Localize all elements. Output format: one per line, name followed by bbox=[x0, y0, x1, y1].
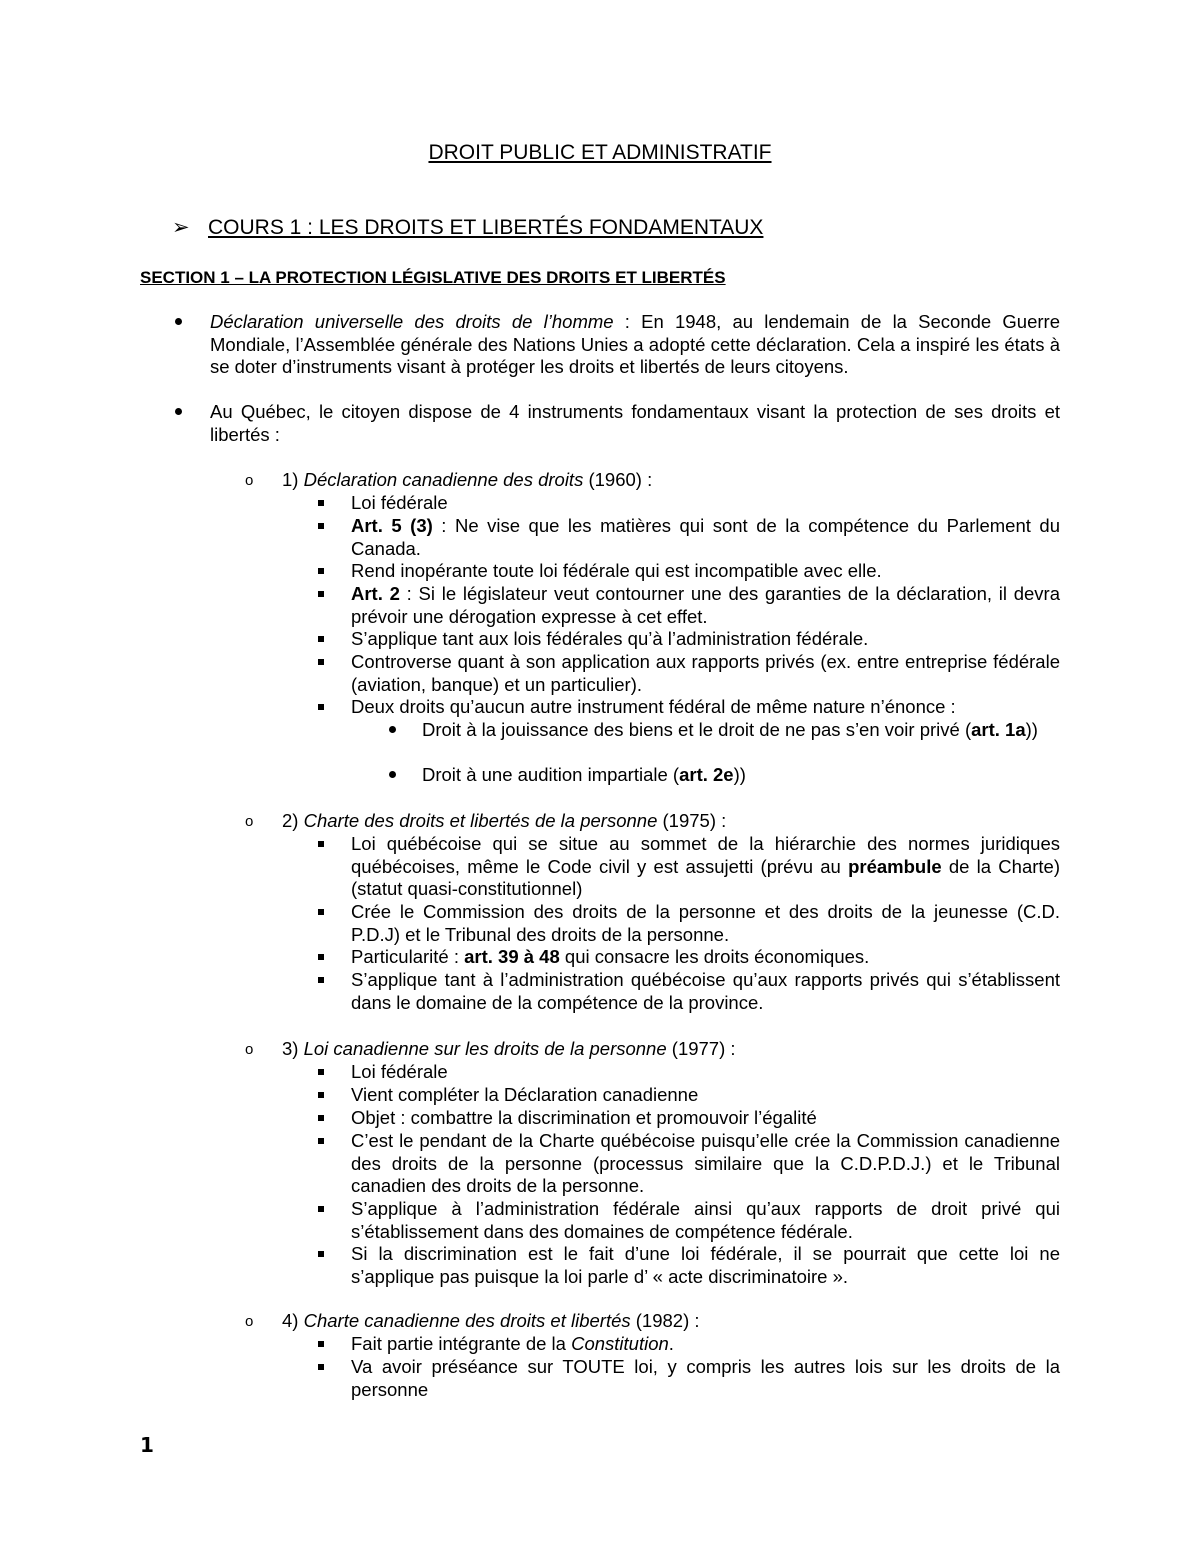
bullet-dot-icon bbox=[175, 408, 182, 415]
instrument-number: 2) bbox=[282, 810, 304, 831]
article-ref: art. 1a bbox=[971, 719, 1026, 740]
list-item: Loi fédérale bbox=[351, 492, 448, 513]
instrument-name: Déclaration canadienne des droits bbox=[303, 469, 584, 490]
square-bullet-icon bbox=[318, 1341, 324, 1347]
list-item: S’applique à l’administration fédérale ainsi qu’aux rapports de droit privé qui s’établissement dans des domaines de compétence fédérale. bbox=[351, 1198, 1060, 1242]
square-bullet-icon bbox=[318, 977, 324, 983]
bullet-dot-icon bbox=[389, 771, 396, 778]
square-bullet-icon bbox=[318, 659, 324, 665]
page-number: 1 bbox=[140, 1433, 154, 1457]
square-bullet-icon bbox=[318, 1364, 324, 1370]
list-item: Objet : combattre la discrimination et promouvoir l’égalité bbox=[351, 1107, 817, 1128]
article-ref: Art. 2 bbox=[351, 583, 400, 604]
square-bullet-icon bbox=[318, 500, 324, 506]
list-item: Loi fédérale bbox=[351, 1061, 448, 1082]
square-bullet-icon bbox=[318, 704, 324, 710]
section-heading: SECTION 1 – LA PROTECTION LÉGISLATIVE DES DROITS ET LIBERTÉS bbox=[140, 268, 726, 287]
instrument-number: 4) bbox=[282, 1310, 304, 1331]
list-item-text: Droit à une audition impartiale ( bbox=[422, 764, 680, 785]
list-item: Deux droits qu’aucun autre instrument fédéral de même nature n’énonce : bbox=[351, 696, 956, 717]
instrument-1-heading bbox=[282, 469, 1060, 492]
article-ref: art. 2e bbox=[679, 764, 734, 785]
instrument-year: (1982) : bbox=[630, 1310, 700, 1331]
list-item: Crée le Commission des droits de la personne et des droits de la jeunesse (C.D. P.D.J) et le Tribunal des droits de la personne. bbox=[351, 901, 1060, 945]
list-item bbox=[351, 583, 1060, 628]
article-ref: Art. 5 (3) bbox=[351, 515, 433, 536]
list-item bbox=[351, 946, 1060, 969]
bullet-dot-icon bbox=[175, 318, 182, 325]
list-item: C’est le pendant de la Charte québécoise puisqu’elle crée la Commission canadienne des droits de la personne (processus similaire que la C.D.P.D.J.) et le Tribunal canadien des droits de la personne. bbox=[351, 1130, 1060, 1196]
list-item-tail: )) bbox=[1025, 719, 1038, 740]
square-bullet-icon bbox=[318, 841, 324, 847]
instrument-name: Loi canadienne sur les droits de la personne bbox=[303, 1038, 667, 1059]
bullet-dot-icon bbox=[389, 726, 396, 733]
list-item-text: Droit à la jouissance des biens et le droit de ne pas s’en voir privé ( bbox=[422, 719, 972, 740]
circle-bullet-icon: o bbox=[245, 1041, 254, 1058]
list-item-tail: . bbox=[668, 1333, 674, 1354]
list-item: Si la discrimination est le fait d’une loi fédérale, il se pourrait que cette loi ne s’applique pas puisque la loi parle d’ « acte discriminatoire ». bbox=[351, 1243, 1060, 1287]
list-item bbox=[351, 1333, 1060, 1356]
sub-list-item bbox=[422, 719, 1060, 742]
circle-bullet-icon: o bbox=[245, 813, 254, 830]
document-title: DROIT PUBLIC ET ADMINISTRATIF bbox=[428, 141, 772, 164]
square-bullet-icon bbox=[318, 523, 324, 529]
article-ref: art. 39 à 48 bbox=[464, 946, 560, 967]
list-item-text: Particularité : bbox=[351, 946, 465, 967]
list-item: S’applique tant à l’administration québécoise qu’aux rapports privés qui s’établissent dans le domaine de la compétence de la province. bbox=[351, 969, 1060, 1013]
list-item-tail: qui consacre les droits économiques. bbox=[559, 946, 870, 967]
square-bullet-icon bbox=[318, 1069, 324, 1075]
circle-bullet-icon: o bbox=[245, 1313, 254, 1330]
square-bullet-icon bbox=[318, 1092, 324, 1098]
square-bullet-icon bbox=[318, 1115, 324, 1121]
instrument-name: Charte canadienne des droits et libertés bbox=[303, 1310, 631, 1331]
square-bullet-icon bbox=[318, 1251, 324, 1257]
instrument-number: 3) bbox=[282, 1038, 304, 1059]
list-item: Rend inopérante toute loi fédérale qui est incompatible avec elle. bbox=[351, 560, 882, 581]
instrument-number: 1) bbox=[282, 469, 304, 490]
list-item-quebec-instruments: Au Québec, le citoyen dispose de 4 instruments fondamentaux visant la protection de ses droits et libertés : bbox=[210, 401, 1060, 445]
instrument-year: (1977) : bbox=[666, 1038, 736, 1059]
square-bullet-icon bbox=[318, 954, 324, 960]
list-item-text: Fait partie intégrante de la bbox=[351, 1333, 572, 1354]
list-item bbox=[351, 515, 1060, 560]
square-bullet-icon bbox=[318, 1138, 324, 1144]
square-bullet-icon bbox=[318, 591, 324, 597]
list-item-emphasis: Déclaration universelle des droits de l’homme bbox=[210, 311, 614, 332]
list-item-text: : Si le législateur veut contourner une des garanties de la déclaration, il devra prévoir une dérogation expresse à cet effet. bbox=[351, 583, 1060, 627]
instrument-3-heading bbox=[282, 1038, 1060, 1061]
list-item: Vient compléter la Déclaration canadienne bbox=[351, 1084, 699, 1105]
instrument-2-heading bbox=[282, 810, 1060, 833]
instrument-year: (1975) : bbox=[657, 810, 727, 831]
square-bullet-icon bbox=[318, 909, 324, 915]
instrument-4-heading bbox=[282, 1310, 1060, 1333]
list-item-declaration-universelle bbox=[210, 311, 1060, 379]
list-item bbox=[351, 833, 1060, 901]
square-bullet-icon bbox=[318, 1206, 324, 1212]
instrument-year: (1960) : bbox=[583, 469, 653, 490]
square-bullet-icon bbox=[318, 636, 324, 642]
list-item-text: Loi québécoise qui se situe au sommet de la hiérarchie des normes juridiques québécoises, même le Code civil y est assujetti (prévu au bbox=[351, 833, 1060, 877]
list-item-text: : Ne vise que les matières qui sont de la compétence du Parlement du Canada. bbox=[351, 515, 1060, 559]
instrument-name: Charte des droits et libertés de la personne bbox=[303, 810, 658, 831]
list-item-text: : En 1948, au lendemain de la Seconde Guerre Mondiale, l’Assemblée générale des Nations Unies a adopté cette déclaration. Cela a inspiré les états à se doter d’instruments visant à protéger les droits et libertés de leurs citoyens. bbox=[210, 311, 1060, 377]
emphasis: Constitution bbox=[571, 1333, 669, 1354]
emphasis: préambule bbox=[848, 855, 942, 877]
square-bullet-icon bbox=[318, 568, 324, 574]
sub-list-item bbox=[422, 764, 1060, 787]
list-item-tail: )) bbox=[733, 764, 746, 785]
list-item: S’applique tant aux lois fédérales qu’à l’administration fédérale. bbox=[351, 628, 869, 649]
list-item: Controverse quant à son application aux rapports privés (ex. entre entreprise fédérale (aviation, banque) et un particulier). bbox=[351, 651, 1060, 695]
course-heading bbox=[172, 217, 763, 240]
course-title: COURS 1 : LES DROITS ET LIBERTÉS FONDAMENTAUX bbox=[208, 216, 764, 239]
circle-bullet-icon: o bbox=[245, 472, 254, 489]
list-item: Va avoir préséance sur TOUTE loi, y compris les autres lois sur les droits de la personne bbox=[351, 1356, 1060, 1400]
arrow-bullet-icon: ➢ bbox=[172, 216, 190, 239]
list-item-tail: de la Charte) (statut quasi-constitutionnel) bbox=[351, 855, 1060, 899]
